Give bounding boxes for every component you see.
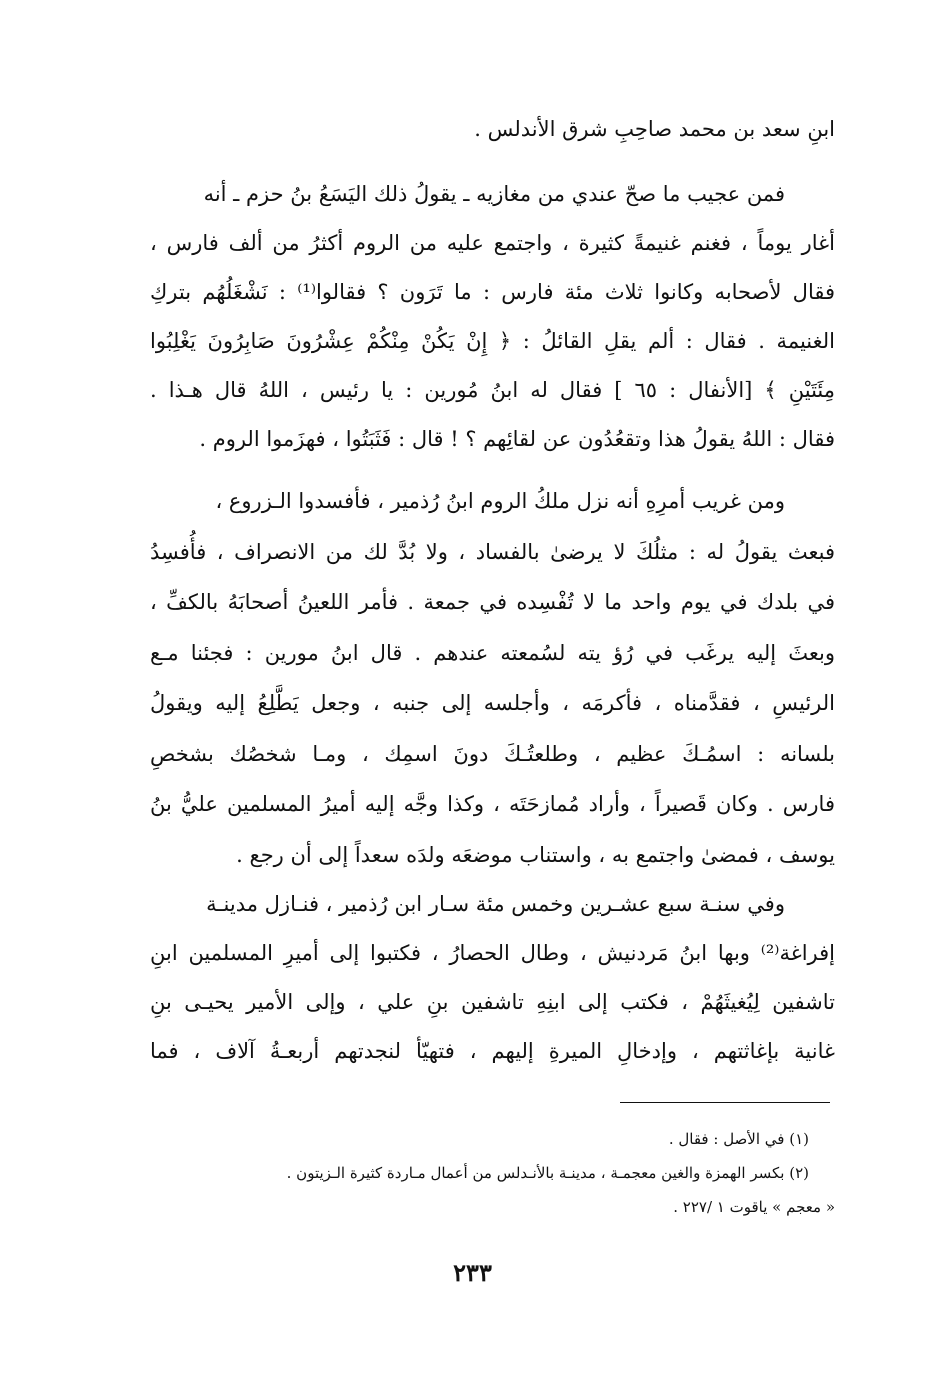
footnote-2: (٢) بكسر الهمزة والغين معجمـة ، مدينـة بالأنـدلس من أعمال مـاردة كثيرة الـزيتون . [286,1164,809,1182]
paragraph-line: فمن عجيب ما صحّ عندي من مغازيه ـ يقولُ ذلك اليَسَعُ بنُ حزم ـ أنه [203,182,785,206]
page-number: ٢٣٣ [453,1258,492,1287]
footnote-2-continuation: « معجم » ياقوت ١ /٢٢٧ . [673,1198,835,1216]
paragraph-line: الرئيسِ ، فقدَّمناه ، فأكرمَه ، وأجلسه إلى جنبه ، وجعل يَطَّلِعُ إليه ويقولُ [150,691,835,715]
paragraph-line: وفي سنـة سبع عشـرين وخمس مئة سـار ابن رُذمير ، فنـازل مدينـة [206,892,785,916]
paragraph-line: ومن غريب أمرِهِ أنه نزل ملكُ الروم ابنُ رُذمير ، فأفسدوا الـزروع ، [215,489,785,513]
opening-line-block [150,110,835,148]
paragraph-line: إفراغة⁽²⁾ وبها ابنُ مَردنيش ، وطال الحصارُ ، فكتبوا إلى أميرِ المسلمين ابنِ [150,941,835,965]
paragraph-line: فارس . وكان قَصيراً ، وأراد مُمازحَتَه ، وكذا وجَّه إليه أميرُ المسلمين عليُّ بنُ [150,792,835,816]
paragraph-1 [150,170,835,464]
paragraph-line: أغار يوماً ، فغنم غنيمةً كثيرة ، واجتمع عليه من الروم أكثرُ من ألف فارس ، [150,231,835,255]
paragraph-line: وبعثَ إليه يرغَب في رُؤ يته لسُمعته عندهم . قال ابنُ مورين : فجئنا مـع [150,640,835,665]
opening-line: ابنِ سعد بن محمد صاحِبِ شرق الأندلس . [474,117,835,141]
paragraph-line: غانية بإغاثتهم ، وإدخالِ الميرةِ إليهم ، فتهيّأ لنجدتهم أربعـةُ آلاف ، فما [150,1039,835,1063]
paragraph-line: مِئَتَيْنِ ﴾ [الأنفال : ٦٥ ] فقال له ابنُ مُورين : يا رئيس ، اللهُ قال هـذا . [150,378,835,402]
paragraph-line: فقال : اللهُ يقولُ هذا وتقعُدُون عن لقائِهم ؟ ! قال : فَثَبَتُوا ، فهزَموا الروم . [199,427,835,451]
paragraph-line: تاشفين لِيُغيثَهُمْ ، فكتب إلى ابنِهِ تاشفين بنِ علي ، وإلى الأمير يحيـى بنِ [150,990,835,1014]
paragraph-line: فبعث يقولُ له : مثلُكَ لا يرضىٰ بالفساد ، ولا بُدَّ لك من الانصراف ، فأُفسِدُ [150,539,835,564]
paragraph-2 [150,476,835,880]
footnotes [150,1122,835,1224]
paragraph-line: بلسانه : اسمُـكَ عظيم ، وطلعتُـكَ دونَ اسمِك ، ومـا شخصُك بشخصِ [150,741,835,766]
paragraph-line: يوسف ، فمضىٰ واجتمع به ، واستناب موضعَه ولدَه سعداً إلى أن رجع . [236,842,835,867]
paragraph-line: الغنيمة . فقال : ألم يقلِ القائلُ : ﴿ إِنْ يَكُنْ مِنْكُمْ عِشْرُونَ صَابِرُونَ يَغْلِبُوا [150,329,835,353]
footnote-1: (١) في الأصل : فقال . [668,1130,809,1148]
footnote-divider [620,1102,830,1103]
paragraph-3 [150,880,835,1076]
paragraph-line: فقال لأصحابه وكانوا ثلاث مئة فارس : ما تَرَون ؟ فقالوا⁽¹⁾ : نَشْغَلُهُم بتركِ [150,280,835,304]
paragraph-line: في بلدك في يوم واحد ما لا تُفْسِده في جمعة . فأمر اللعينُ أصحابَهُ بالكفِّ ، [150,590,835,614]
